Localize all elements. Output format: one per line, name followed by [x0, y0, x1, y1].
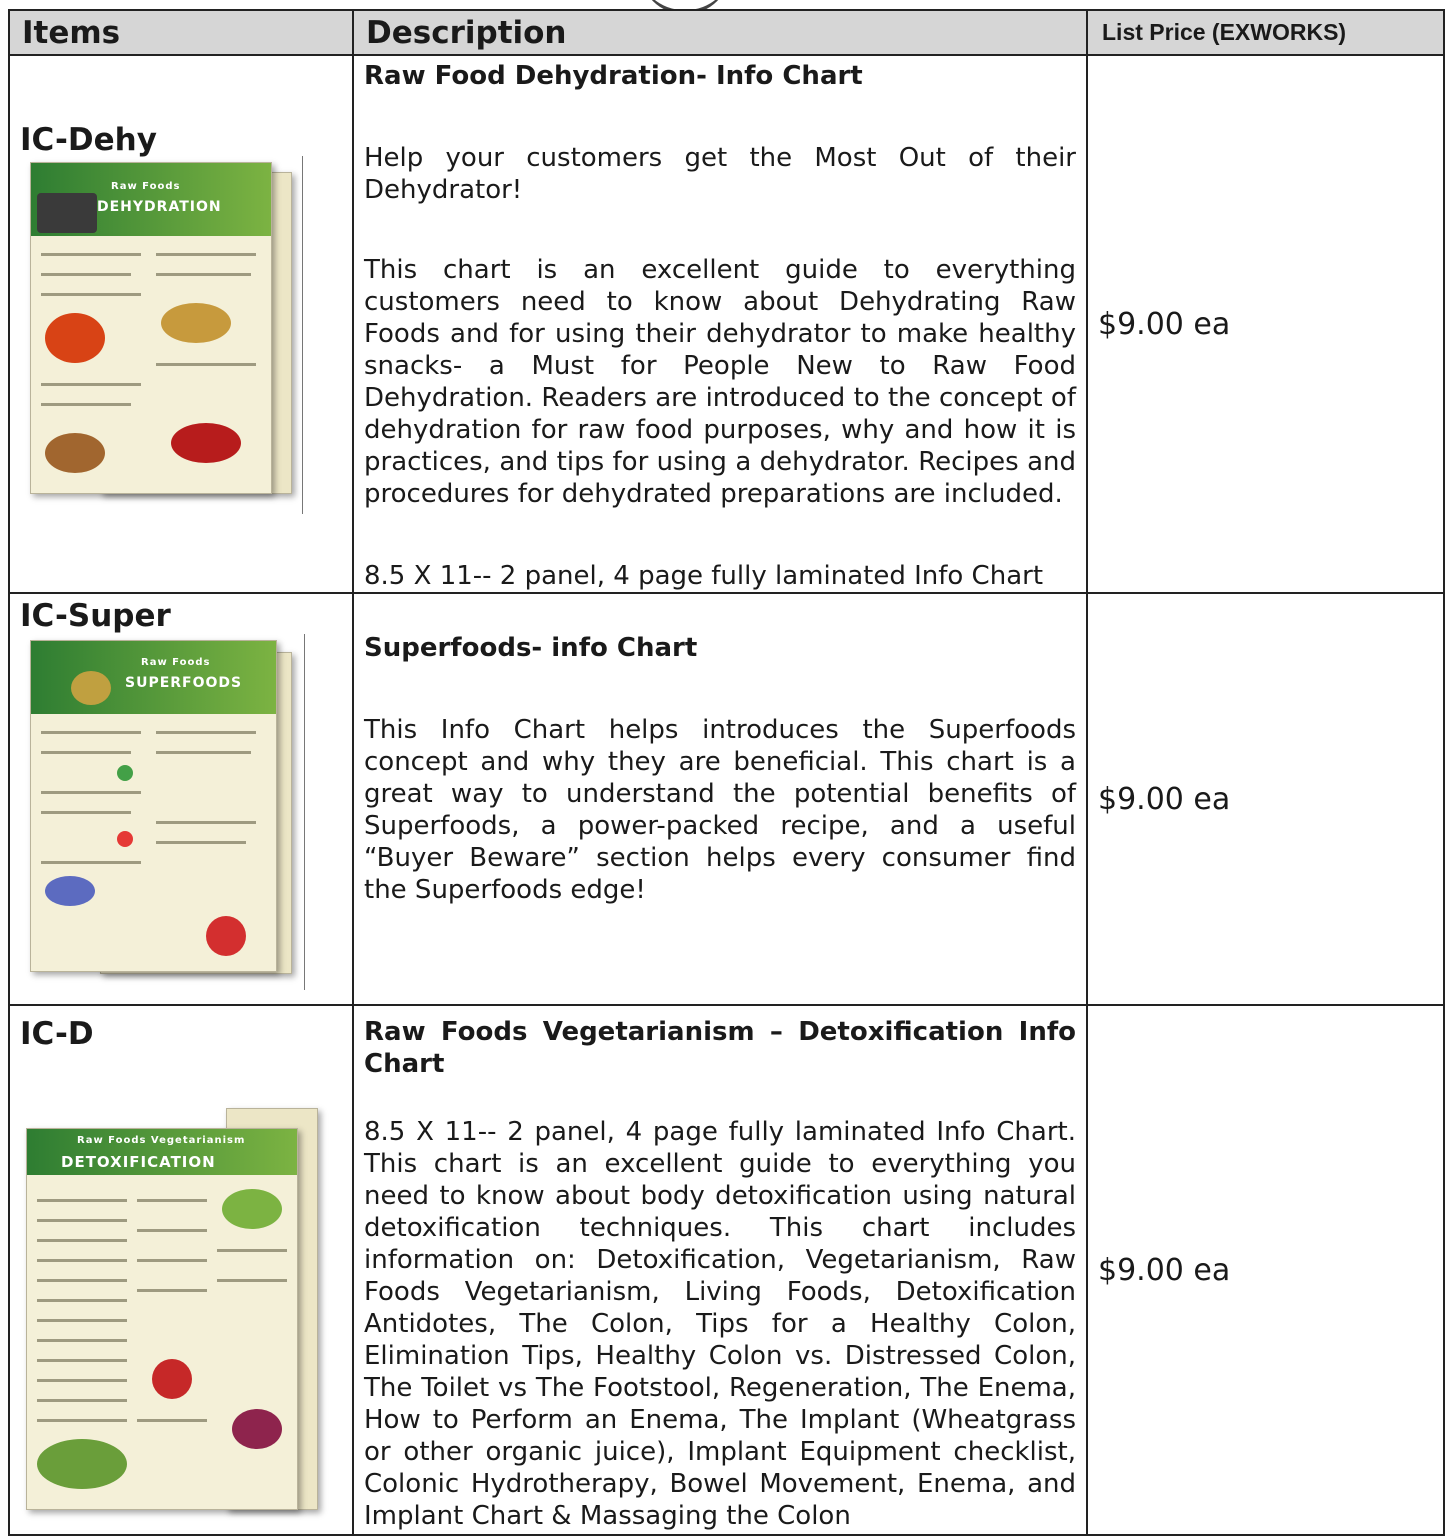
description-paragraph: Help your customers get the Most Out of their Dehydrator! [364, 143, 1076, 205]
table-row [9, 593, 1444, 1005]
product-thumbnail [22, 158, 352, 518]
item-cell [9, 1005, 353, 1535]
table-row [9, 1005, 1444, 1535]
table-row [9, 55, 1444, 593]
item-title: Raw Food Dehydration- Info Chart [364, 61, 863, 91]
header-price: List Price (EXWORKS) [1087, 10, 1444, 55]
description-paragraph: 8.5 X 11-- 2 panel, 4 page fully laminated Info Chart [364, 561, 1044, 591]
item-cell [9, 593, 353, 1005]
description-paragraph: This Info Chart helps introduces the Superfoods concept and why they are beneficial. This chart is a great way to understand the potential benefits of Superfoods, a power-packed recipe, and a useful “Buyer Beware” section helps every consumer find the Superfoods edge! [364, 715, 1076, 905]
item-code: IC-Super [20, 598, 171, 634]
description-cell [353, 1005, 1087, 1535]
description-paragraph: This chart is an excellent guide to everything customers need to know about Dehydrating Raw Foods and for using their dehydrator to make healthy snacks- a Must for People New to Raw Food Dehydration. Readers are introduced to the concept of dehydration for raw food purposes, why and how it is practices, and tips for using a dehydrator. Recipes and procedures for dehydrated preparations are included. [364, 255, 1076, 509]
header-description: Description [353, 10, 1087, 55]
item-code: IC-Dehy [20, 122, 157, 158]
description-cell [353, 55, 1087, 593]
description-paragraph: 8.5 X 11-- 2 panel, 4 page fully laminated Info Chart. This chart is an excellent guide to everything you need to know about body detoxification using natural detoxification techniques. This chart includes information on: Detoxification, Vegetarianism, Raw Foods Vegetarianism, Living Foods, Detoxification Antidotes, The Colon, Tips for a Healthy Colon, Elimination Tips, Healthy Colon vs. Distressed Colon, The Toilet vs The Footstool, Regeneration, The Enema, How to Perform an Enema, The Implant (Wheatgrass or other organic juice), Implant Equipment checklist, Colonic Hydrotherapy, Bowel Movement, Enema, and Implant Chart & Massaging the Colon [364, 1117, 1076, 1531]
product-thumbnail [22, 634, 352, 994]
thumb-title: DEHYDRATION [97, 199, 222, 215]
thumb-title: SUPERFOODS [125, 675, 243, 691]
price-cell: $9.00 ea [1087, 593, 1444, 1005]
item-title: Raw Foods Vegetarianism – Detoxification Info Chart [364, 1017, 1076, 1079]
price-list-table [8, 9, 1445, 1536]
thumb-subtitle: Raw Foods Vegetarianism [77, 1135, 246, 1146]
price-cell: $9.00 ea [1087, 55, 1444, 593]
price-cell: $9.00 ea [1087, 1005, 1444, 1535]
table-header-row [9, 10, 1444, 55]
product-thumbnail [22, 1108, 352, 1508]
item-code: IC-D [20, 1016, 94, 1052]
item-title: Superfoods- info Chart [364, 633, 698, 663]
item-cell [9, 55, 353, 593]
thumb-subtitle: Raw Foods [141, 657, 211, 668]
header-items: Items [9, 10, 353, 55]
thumb-title: DETOXIFICATION [61, 1153, 216, 1171]
thumb-subtitle: Raw Foods [111, 181, 181, 192]
description-cell [353, 593, 1087, 1005]
